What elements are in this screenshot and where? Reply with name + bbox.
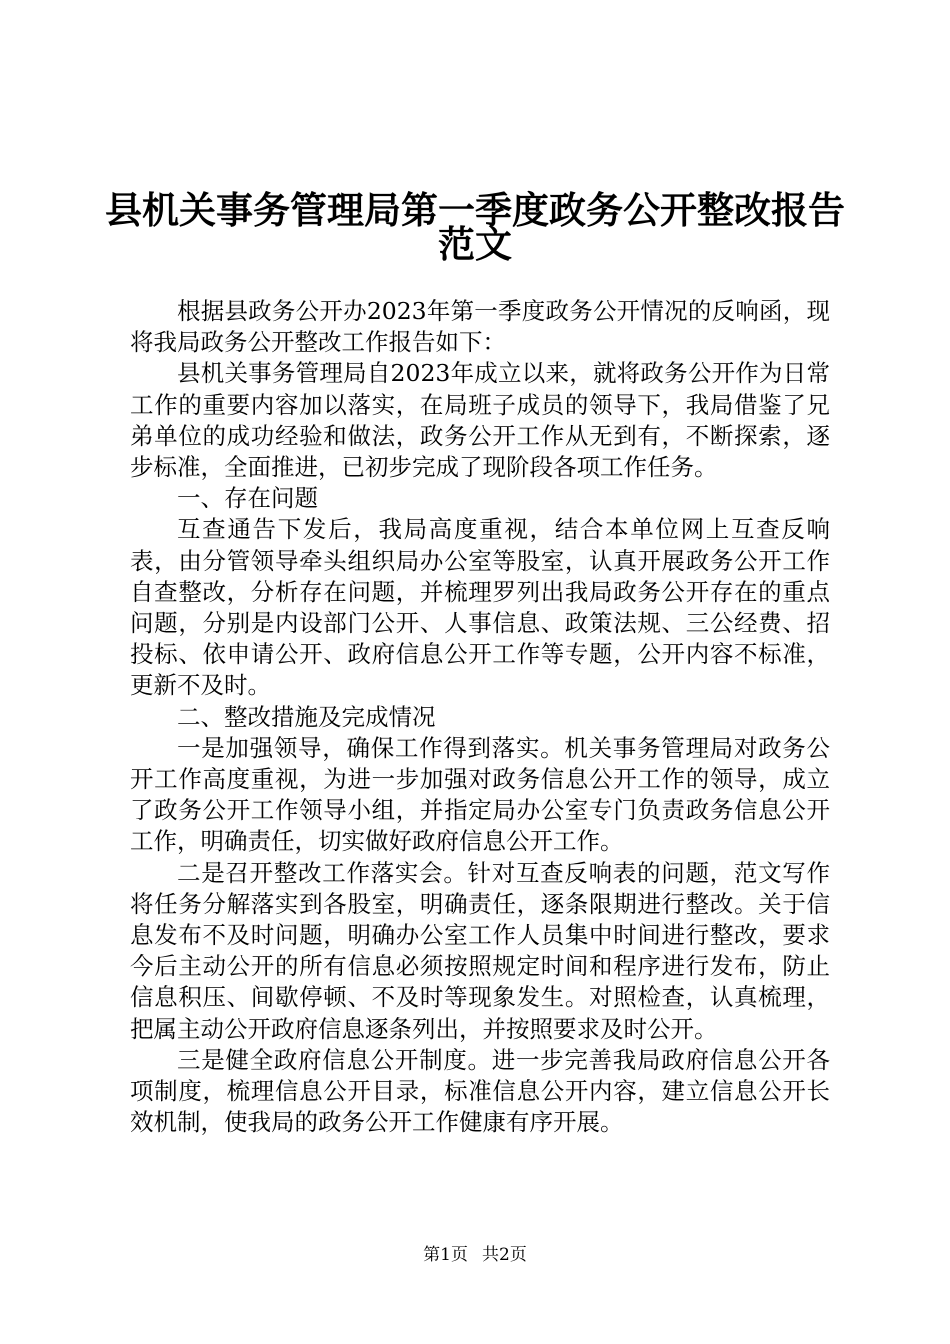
paragraph-measure-2: 二是召开整改工作落实会。针对互查反响表的问题，范文写作将任务分解落实到各股室，明确责任，逐条限期进行整改。关于信息发布不及时问题，明确办公室工作人员集中时间进行整改，要求今后主动公开的所有信息必须按照规定时间和程序进行发布，防止信息积压、间歇停顿、不及时等现象发生。对照检查，认真梳理，把属主动公开政府信息逐条列出，并按照要求及时公开。 <box>130 858 830 1043</box>
document-body <box>130 296 830 1138</box>
page-number-total: 共2页 <box>482 1245 527 1265</box>
page-footer <box>0 1244 950 1266</box>
section-heading-measures: 二、整改措施及完成情况 <box>177 702 436 731</box>
paragraph-background: 县机关事务管理局自2023年成立以来，就将政务公开作为日常工作的重要内容加以落实，在局班子成员的领导下，我局借鉴了兄弟单位的成功经验和做法，政务公开工作从无到有，不断探索，逐步标准，全面推进，已初步完成了现阶段各项工作任务。 <box>130 359 830 482</box>
paragraph-measure-1: 一是加强领导，确保工作得到落实。机关事务管理局对政务公开工作高度重视，为进一步加强对政务信息公开工作的领导，成立了政务公开工作领导小组，并指定局办公室专门负责政务信息公开工作，明确责任，切实做好政府信息公开工作。 <box>130 733 830 856</box>
document-title-line-1: 县机关事务管理局第一季度政务公开整改报告 <box>105 188 845 232</box>
paragraph-measure-3: 三是健全政府信息公开制度。进一步完善我局政府信息公开各项制度，梳理信息公开目录，标准信息公开内容，建立信息公开长效机制，使我局的政务公开工作健康有序开展。 <box>130 1045 830 1137</box>
paragraph-intro: 根据县政务公开办2023年第一季度政务公开情况的反响函，现将我局政务公开整改工作报告如下： <box>130 297 830 357</box>
page-number-current: 第1页 <box>423 1245 468 1265</box>
document-title-line-2: 范文 <box>438 222 512 266</box>
section-heading-problems: 一、存在问题 <box>177 484 318 513</box>
paragraph-problems: 互查通告下发后，我局高度重视，结合本单位网上互查反响表，由分管领导牵头组织局办公室等股室，认真开展政务公开工作自查整改，分析存在问题，并梳理罗列出我局政务公开存在的重点问题，分别是内设部门公开、人事信息、政策法规、三公经费、招投标、依申请公开、政府信息公开工作等专题，公开内容不标准，更新不及时。 <box>130 515 830 700</box>
